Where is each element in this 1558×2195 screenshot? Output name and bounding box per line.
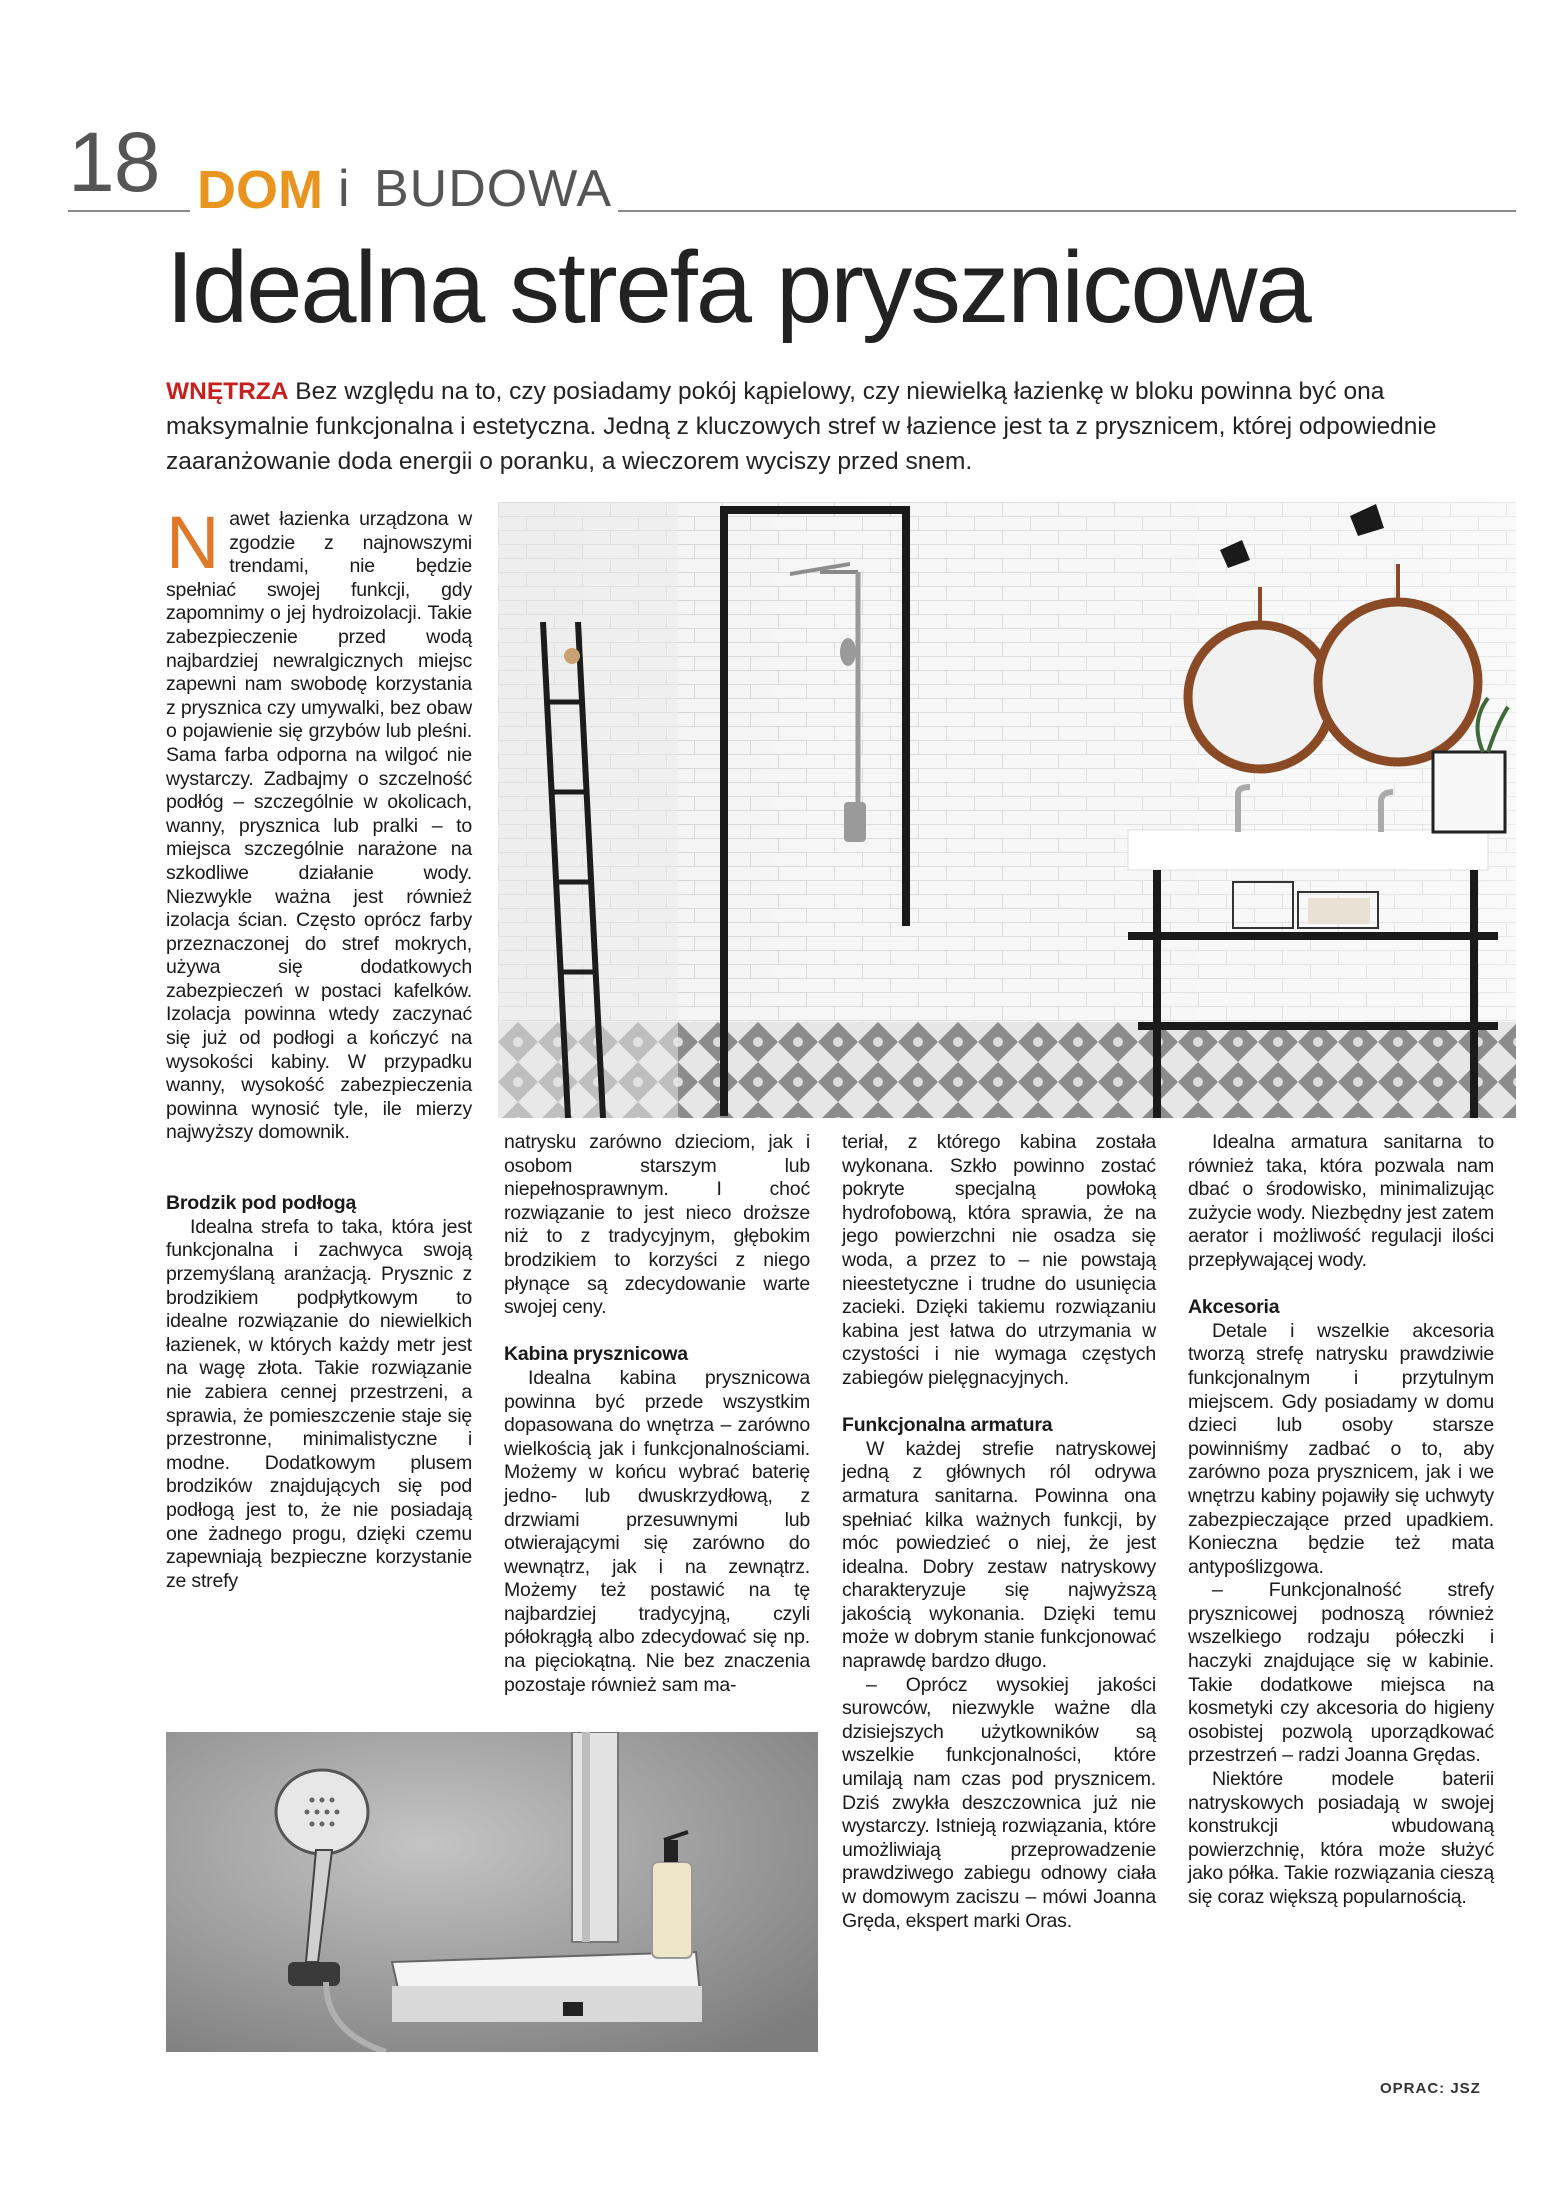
- shower-fixture-photo: [166, 1732, 818, 2052]
- subheading-brodzik: Brodzik pod podłogą: [166, 1192, 357, 1215]
- bathroom-illustration: [498, 502, 1516, 1118]
- byline: OPRAC: JSZ: [1380, 2080, 1481, 2097]
- header-rule-left: [68, 210, 190, 212]
- page-number: 18: [68, 115, 160, 209]
- body-column-1: [166, 501, 472, 1593]
- paragraph-akcesoria-3: Niektóre modele baterii natryskowych posiadają w swojej konstrukcji wbudowaną powierzchnię, która może służyć jako półka. Takie rozwiązania cieszą się coraz większą popularnością.: [1188, 1768, 1494, 1908]
- article-title: Idealna strefa prysznicowa: [166, 232, 1310, 344]
- body-column-2: [504, 1131, 810, 1697]
- body-column-4: [1188, 1131, 1494, 1910]
- body-column-3: [842, 1131, 1156, 1933]
- intro-paragraph: [166, 501, 472, 1145]
- section-name-secondary: BUDOWA: [374, 160, 613, 218]
- paragraph-akcesoria-2: – Funkcjonalność strefy prysznicowej podnoszą również wszelkiego rodzaju półeczki i haczyki znajdujące się w kabinie. Takie dodatkowe miejsca na kosmetyki czy akcesoria do higieny osobistej pozwolą uporządkować przestrzeń – radzi Joanna Grędas.: [1188, 1579, 1494, 1767]
- drop-cap: N: [166, 501, 220, 584]
- header-rule-right: [618, 210, 1516, 212]
- paragraph-kabina-continued: teriał, z którego kabina została wykonana. Szkło powinno zostać pokryte specjalną powłoką hydrofobową, która sprawia, że na jego powierzchni nie osadza się woda, a przez to – nie powstają nieestetyczne i trudne do usunięcia zacieki. Dzięki takiemu rozwiązaniu kabina jest łatwa do utrzymania w czystości i nie wymaga częstych zabiegów pielęgnacyjnych.: [842, 1131, 1156, 1389]
- article-lead: [166, 374, 1486, 479]
- shower-fixture-illustration: [166, 1732, 818, 2052]
- paragraph-brodzik: Idealna strefa to taka, która jest funkcjonalna i zachwyca swoją przemyślaną aranżacją. Prysznic z brodzikiem podpłytkowym to idealne rozwiązanie do niewielkich łazienek, w których każdy metr jest na wagę złota. Takie rozwiązanie nie zabiera cennej przestrzeni, a sprawia, że pomieszczenie staje się przestronne, minimalistyczne i modne. Dodatkowym plusem brodzików znajdujących się pod podłogą jest to, że nie posiadają one żadnego progu, dzięki czemu zapewniają bezpieczne korzystanie ze strefy: [166, 1215, 472, 1592]
- paragraph-armatura-2: – Oprócz wysokiej jakości surowców, niezwykle ważne dla dzisiejszych użytkowników są wszelkie funkcjonalności, które umilają nam czas pod prysznicem. Dziś zwykła deszczownica już nie wystarczy. Istnieją rozwiązania, które umożliwiają przeprowadzenie prawdziwego zabiegu odnowy ciała w domowym zaciszu – mówi Joanna Gręda, ekspert marki Oras.: [842, 1673, 1156, 1932]
- section-name-primary: DOM: [197, 160, 323, 220]
- paragraph-brodzik-continued: natrysku zarówno dzieciom, jak i osobom starszym lub niepełnosprawnym. I choć rozwiązanie to jest nieco droższe niż to z tradycyjnym, głębokim brodzikiem to korzyści z niego płynące są zdecydowanie warte swojej ceny.: [504, 1131, 810, 1319]
- subheading-armatura: Funkcjonalna armatura: [842, 1414, 1053, 1437]
- paragraph-kabina: Idealna kabina prysznicowa powinna być przede wszystkim dopasowana do wnętrza – zarówno wielkością jak i funkcjonalnościami. Możemy w końcu wybrać baterię jedno- lub dwuskrzydłową, z drzwiami przesuwnymi lub otwierającymi się zarówno do wewnątrz, jak i na zewnątrz. Możemy też postawić na tę najbardziej tradycyjną, czyli półokrągłą albo zdecydować się np. na pięciokątną. Nie bez znaczenia pozostaje również sam ma-: [504, 1366, 810, 1696]
- lead-text: Bez względu na to, czy posiadamy pokój kąpielowy, czy niewielką łazienkę w bloku powinna być ona maksymalnie funkcjonalna i estetyczna. Jedną z kluczowych stref w łazience jest ta z prysznicem, której odpowiednie zaaranżowanie doda energii o poranku, a wieczorem wyciszy przed snem.: [166, 378, 1437, 475]
- subheading-kabina: Kabina prysznicowa: [504, 1343, 688, 1366]
- subheading-akcesoria: Akcesoria: [1188, 1296, 1280, 1319]
- paragraph-armatura-1: W każdej strefie natryskowej jedną z głównych ról odrywa armatura sanitarna. Powinna ona spełniać kilka ważnych funkcji, by móc powiedzieć o niej, że jest idealna. Dobry zestaw natryskowy charakteryzuje się najwyższą jakością wykonania. Dzięki temu może w dobrym stanie funkcjonować naprawdę bardzo długo.: [842, 1437, 1156, 1673]
- intro-text: awet łazienka urządzona w zgodzie z najnowszymi trendami, nie będzie spełniać swojej funkcji, gdy zapomnimy o jej hydroizolacji. Takie zabezpieczenie przed wodą najbardziej newralgicznych miejsc zapewni nam swobodę korzystania z prysznica czy umywalki, bez obaw o pojawienie się grzybów lub pleśni. Sama farba odporna na wilgoć nie wystarczy. Zadbajmy o szczelność podłóg – szczególnie w okolicach, wanny, prysznica lub pralki – to miejsca szczególnie narażone na szkodliwe działanie wody. Niezwykle ważna jest również izolacja ścian. Często oprócz farby przeznaczonej do stref mokrych, używa się dodatkowych zabezpieczeń w postaci kafelków. Izolacja powinna wtedy zaczynać się już od podłogi a kończyć na wysokości kabiny. W przypadku wanny, wysokość zabezpieczenia powinna wynosić tyle, ile mierzy najwyższy domownik.: [166, 508, 472, 1144]
- paragraph-armatura-3: Idealna armatura sanitarna to również taka, która pozwala nam dbać o środowisko, minimalizując zużycie wody. Niezbędny jest zatem aerator i możliwość regulacji ilości przepływającej wody.: [1188, 1131, 1494, 1271]
- lead-kicker: WNĘTRZA: [166, 378, 289, 405]
- bathroom-photo: [498, 502, 1516, 1118]
- paragraph-akcesoria-1: Detale i wszelkie akcesoria tworzą strefę natrysku prawdziwie funkcjonalnym i przytulnym miejscem. Gdy posiadamy w domu dzieci lub osoby starsze powinniśmy zadbać o to, aby zarówno poza prysznicem, jak i we wnętrzu kabiny pojawiły się uchwyty zabezpieczające przed upadkiem. Konieczna będzie też mata antypoślizgowa.: [1188, 1319, 1494, 1578]
- section-name-connector: i: [338, 160, 350, 218]
